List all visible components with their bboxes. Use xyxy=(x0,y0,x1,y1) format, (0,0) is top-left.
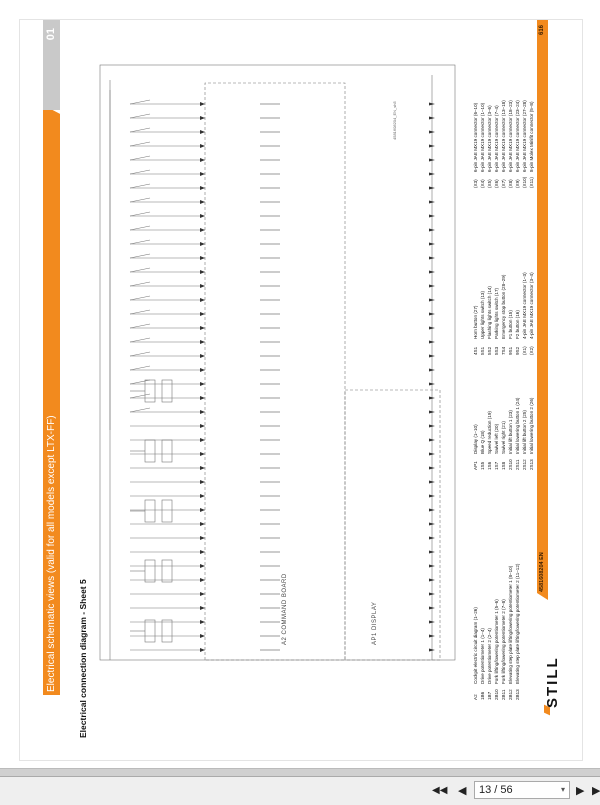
legend-code: (X2) xyxy=(529,346,534,355)
pin-arrow xyxy=(200,368,205,372)
legend-description: 6-pin JAE MX19 connector (18–23) xyxy=(508,100,513,172)
potentiometer-symbol xyxy=(145,380,155,402)
page-dropdown-icon[interactable]: ▾ xyxy=(560,785,565,794)
pin-arrow xyxy=(200,382,205,386)
legend-row xyxy=(493,564,500,700)
switch-contact xyxy=(130,282,150,286)
pin-arrow xyxy=(200,158,205,162)
pin-label xyxy=(260,411,280,413)
legend-row xyxy=(507,398,514,470)
legend-row xyxy=(528,398,535,470)
potentiometer-symbol xyxy=(145,620,155,642)
section-number: 01 xyxy=(45,28,57,41)
potentiometer-symbol xyxy=(162,620,172,642)
switch-contact xyxy=(130,310,150,314)
legend-description: 6-pin JAE MX19 connector (7–4) xyxy=(494,105,499,172)
legend-row xyxy=(514,564,521,700)
switch-contact xyxy=(130,380,150,384)
legend-description: F1 button (15) xyxy=(508,310,513,339)
switch-contact xyxy=(130,240,150,244)
command-board-label: A2 COMMAND BOARD xyxy=(282,573,288,645)
pin-arrow xyxy=(200,438,205,442)
switch-contact xyxy=(130,366,150,370)
legend-row xyxy=(514,100,521,188)
pin-label xyxy=(260,103,280,105)
legend-row xyxy=(479,564,486,700)
switch-contact xyxy=(130,352,150,356)
pin-arrow xyxy=(200,340,205,344)
pin-arrow xyxy=(200,172,205,176)
pin-arrow xyxy=(200,130,205,134)
pin-arrow xyxy=(200,298,205,302)
pin-arrow xyxy=(200,578,205,582)
pin-label xyxy=(260,187,280,189)
legend-row xyxy=(472,398,479,470)
legend-code: 2B10 xyxy=(494,689,499,700)
legend-row xyxy=(486,398,493,470)
switch-contact xyxy=(130,170,150,174)
switch-contact xyxy=(130,114,150,118)
legend-description: Blue Q (18) xyxy=(480,430,485,454)
schematic-frame xyxy=(100,65,455,660)
switch-contact xyxy=(130,338,150,342)
legend-code: 2B11 xyxy=(501,689,506,700)
pin-arrow xyxy=(200,144,205,148)
legend-description: 6-pin JAE MX19 connector (13–18) xyxy=(501,100,506,172)
legend-code: 2B13 xyxy=(515,689,520,700)
next-page-button[interactable] xyxy=(576,783,584,799)
legend-description: Parking lights switch (17) xyxy=(494,287,499,339)
legend-row xyxy=(521,398,528,470)
pin-arrow xyxy=(200,228,205,232)
legend-description: Cockpit electric circuit diagram (1–26) xyxy=(473,607,478,684)
pin-arrow xyxy=(200,648,205,652)
legend-row xyxy=(493,100,500,188)
page-number-input[interactable] xyxy=(474,781,570,799)
legend-description: 6-pin JAE MX19 connector (3–6) xyxy=(487,105,492,172)
pin-arrow xyxy=(200,508,205,512)
pin-arrow xyxy=(200,634,205,638)
legend-code: 2S12 xyxy=(522,459,527,470)
legend-column-4 xyxy=(472,100,535,188)
legend-row xyxy=(500,398,507,470)
legend-row xyxy=(521,100,528,188)
pin-label xyxy=(260,481,280,483)
switch-contact xyxy=(130,394,150,398)
pin-label xyxy=(260,467,280,469)
pin-label xyxy=(260,509,280,511)
legend-row xyxy=(486,564,493,700)
legend-row xyxy=(500,272,507,355)
pin-label xyxy=(260,201,280,203)
legend-code: 7S4 xyxy=(501,346,506,355)
legend-row xyxy=(479,398,486,470)
potentiometer-symbol xyxy=(162,380,172,402)
pin-label xyxy=(260,607,280,609)
legend-code: (X11) xyxy=(529,177,534,188)
legend-row xyxy=(493,272,500,355)
legend-code: 1B6 xyxy=(480,691,485,700)
pin-label xyxy=(260,355,280,357)
pin-arrow xyxy=(200,494,205,498)
potentiometer-symbol xyxy=(162,500,172,522)
command-board-box xyxy=(205,83,345,660)
legend-row xyxy=(514,398,521,470)
legend-column-2 xyxy=(472,398,535,470)
legend-row xyxy=(500,100,507,188)
display-box xyxy=(345,390,440,660)
pin-arrow xyxy=(200,564,205,568)
legend-row xyxy=(472,100,479,188)
legend-description: Drive potentiometer 2 (2–4) xyxy=(487,628,492,684)
switch-contact xyxy=(130,184,150,188)
pin-arrow xyxy=(200,326,205,330)
legend-code: (X10) xyxy=(522,176,527,188)
legend-row xyxy=(472,564,479,700)
pin-label xyxy=(260,453,280,455)
pin-label xyxy=(260,383,280,385)
pin-label xyxy=(260,565,280,567)
legend-row xyxy=(479,100,486,188)
switch-contact xyxy=(130,296,150,300)
legend-description: Flashing lights switch (14) xyxy=(487,286,492,339)
legend-description: Initial lift button 1 (23) xyxy=(508,410,513,454)
pin-arrow xyxy=(200,284,205,288)
still-logo: STILL xyxy=(544,656,561,708)
legend-column-3 xyxy=(472,272,535,355)
legend-code: (X1) xyxy=(522,346,527,355)
legend-description: 6-pin JAE MX19 connector (6–10) xyxy=(473,102,478,172)
pin-label xyxy=(260,439,280,441)
pin-label xyxy=(260,215,280,217)
pin-label xyxy=(260,159,280,161)
pin-arrow xyxy=(200,466,205,470)
pin-label xyxy=(260,313,280,315)
switch-contact xyxy=(130,142,150,146)
switch-contact xyxy=(130,408,150,412)
legend-row xyxy=(493,398,500,470)
legend-code: 2S10 xyxy=(508,459,513,470)
pin-arrow xyxy=(200,620,205,624)
first-page-icon: ◀◀ xyxy=(432,785,448,796)
switch-contact xyxy=(130,268,150,272)
legend-description: Initial lift button 2 (25) xyxy=(522,410,527,454)
pin-label xyxy=(260,523,280,525)
legend-row xyxy=(507,100,514,188)
pin-arrow xyxy=(200,354,205,358)
pin-label xyxy=(260,145,280,147)
legend-code: 1B7 xyxy=(487,691,492,700)
diagram-title: Electrical connection diagram - Sheet 5 xyxy=(78,579,88,738)
pin-label xyxy=(260,173,280,175)
legend-code: 4S1 xyxy=(473,346,478,355)
legend-code: A2 xyxy=(473,694,478,700)
pin-label xyxy=(260,271,280,273)
legend-code: 5S2 xyxy=(487,346,492,355)
potentiometer-symbol xyxy=(145,560,155,582)
legend-code: 9S1 xyxy=(508,346,513,355)
legend-code: AP1 xyxy=(473,461,478,470)
legend-description: Swivel right (21) xyxy=(501,421,506,454)
legend-row xyxy=(479,272,486,355)
legend-description: Display (1–10) xyxy=(473,424,478,454)
legend-description: 6-pin JAE MX19 connector (23–24) xyxy=(515,100,520,172)
switch-contact xyxy=(130,156,150,160)
pin-label xyxy=(260,117,280,119)
pin-arrow xyxy=(200,102,205,106)
legend-code: 2B12 xyxy=(508,689,513,700)
legend-code: (X4) xyxy=(480,179,485,188)
document-number: 4581608204 EN xyxy=(539,552,545,592)
legend-row xyxy=(514,272,521,355)
pin-arrow xyxy=(200,242,205,246)
pin-label xyxy=(260,369,280,371)
legend-row xyxy=(528,100,535,188)
potentiometer-symbol xyxy=(162,440,172,462)
page-navigation-toolbar xyxy=(0,776,600,805)
legend-code: 1S6 xyxy=(487,461,492,470)
pin-arrow xyxy=(200,480,205,484)
pin-label xyxy=(260,649,280,651)
pin-label xyxy=(260,425,280,427)
legend-description: Horn button (27) xyxy=(473,305,478,339)
legend-row xyxy=(507,564,514,700)
legend-description: Elevating step plate lifting/lowering potentiometer 1 (8–10) xyxy=(508,565,513,684)
switch-contact xyxy=(130,254,150,258)
last-page-icon: ▶ xyxy=(592,785,600,797)
pin-label xyxy=(260,593,280,595)
legend-row xyxy=(472,272,479,355)
pin-label xyxy=(260,495,280,497)
pin-arrow xyxy=(200,550,205,554)
legend-code: 1S5 xyxy=(480,461,485,470)
legend-description: Initial lowering button 1 (24) xyxy=(515,397,520,454)
section-title: Electrical schematic views (valid for all models except LTX-FF) xyxy=(46,415,57,692)
pin-label xyxy=(260,397,280,399)
legend-row xyxy=(521,272,528,355)
pin-arrow xyxy=(200,522,205,526)
pin-label xyxy=(260,341,280,343)
legend-description: 4-pin JAE MX19 connector (1–3) xyxy=(522,272,527,339)
legend-code: (X6) xyxy=(494,179,499,188)
footer-bar xyxy=(537,20,548,600)
legend-code: (X5) xyxy=(487,179,492,188)
legend-row xyxy=(486,272,493,355)
legend-description: Drive potentiometer 1 (1–4) xyxy=(480,628,485,684)
pin-label xyxy=(260,285,280,287)
pin-label xyxy=(260,257,280,259)
potentiometer-symbol xyxy=(145,500,155,522)
pin-label xyxy=(260,131,280,133)
switch-contact xyxy=(130,226,150,230)
legend-code: 1S7 xyxy=(494,461,499,470)
pin-arrow xyxy=(200,410,205,414)
pin-label xyxy=(260,537,280,539)
pin-arrow xyxy=(200,186,205,190)
pin-arrow xyxy=(200,536,205,540)
legend-row xyxy=(528,272,535,355)
pin-arrow xyxy=(200,606,205,610)
pdf-page xyxy=(20,20,582,760)
pin-label xyxy=(260,635,280,637)
switch-contact xyxy=(130,128,150,132)
pin-label xyxy=(260,243,280,245)
page-display: 13 / 56 xyxy=(479,784,513,796)
previous-page-button[interactable] xyxy=(458,783,466,799)
page-number: 616 xyxy=(539,25,545,36)
legend-description: Elevating step plate lifting/lowering potentiometer 2 (11–12) xyxy=(515,563,520,684)
pin-arrow xyxy=(200,270,205,274)
switch-contact xyxy=(130,100,150,104)
potentiometer-symbol xyxy=(145,440,155,462)
legend-description: Emergency stop button (28–29) xyxy=(501,274,506,339)
pin-arrow xyxy=(200,200,205,204)
switch-contact xyxy=(130,212,150,216)
pin-label xyxy=(260,551,280,553)
legend-description: 6-pin JAE MX19 connector (1–10) xyxy=(480,102,485,172)
page-content-rotated xyxy=(20,20,582,760)
legend-column-1 xyxy=(472,564,521,700)
schematic-diagram xyxy=(90,55,470,670)
legend-description: Speed reduction (19) xyxy=(487,411,492,454)
legend-code: (X8) xyxy=(508,179,513,188)
pin-label xyxy=(260,621,280,623)
pin-arrow xyxy=(200,396,205,400)
switch-contact xyxy=(130,324,150,328)
legend-row xyxy=(507,272,514,355)
legend-code: 5S3 xyxy=(494,346,499,355)
legend-description: Swivel left (20) xyxy=(494,423,499,454)
last-page-button[interactable] xyxy=(592,783,600,799)
legend-description: F2 button (16) xyxy=(515,310,520,339)
pin-label xyxy=(260,299,280,301)
legend-code: (X7) xyxy=(501,179,506,188)
legend-description: Initial lowering button 2 (26) xyxy=(529,397,534,454)
pin-arrow xyxy=(200,116,205,120)
previous-page-icon: ◀ xyxy=(458,785,467,797)
legend-description: Fork lifting/lowering potentiometer 2 (7–8) xyxy=(501,599,506,684)
pin-label xyxy=(260,229,280,231)
legend-code: 1S8 xyxy=(501,461,506,470)
switch-contact xyxy=(130,198,150,202)
legend-code: 2S13 xyxy=(529,459,534,470)
legend-description: Upper lights switch (13) xyxy=(480,291,485,339)
first-page-button[interactable] xyxy=(432,783,447,799)
legend-description: 6-pin JAE MX19 connector (27–28) xyxy=(522,100,527,172)
pin-arrow xyxy=(200,312,205,316)
legend-code: (X3) xyxy=(473,179,478,188)
pin-arrow xyxy=(200,592,205,596)
diagram-id: 4581608204_EN_sh5 xyxy=(392,101,397,140)
legend-code: (X9) xyxy=(515,179,520,188)
pin-label xyxy=(260,579,280,581)
pin-arrow xyxy=(200,256,205,260)
legend-description: Fork lifting/lowering potentiometer 1 (5–6) xyxy=(494,599,499,684)
legend-code: 5S1 xyxy=(480,346,485,355)
legend-code: 9S2 xyxy=(515,346,520,355)
legend-description: 8-pin Molex Minifit connector (5–8) xyxy=(529,101,534,172)
pin-arrow xyxy=(200,214,205,218)
legend-row xyxy=(486,100,493,188)
next-page-icon: ▶ xyxy=(576,785,585,797)
display-label: AP1 DISPLAY xyxy=(372,601,378,645)
potentiometer-symbol xyxy=(162,560,172,582)
pin-arrow xyxy=(200,424,205,428)
pin-label xyxy=(260,327,280,329)
legend-description: 4-pin JAE MX19 connector (3–4) xyxy=(529,272,534,339)
legend-code: 2S11 xyxy=(515,459,520,470)
pin-arrow xyxy=(200,452,205,456)
legend-row xyxy=(500,564,507,700)
